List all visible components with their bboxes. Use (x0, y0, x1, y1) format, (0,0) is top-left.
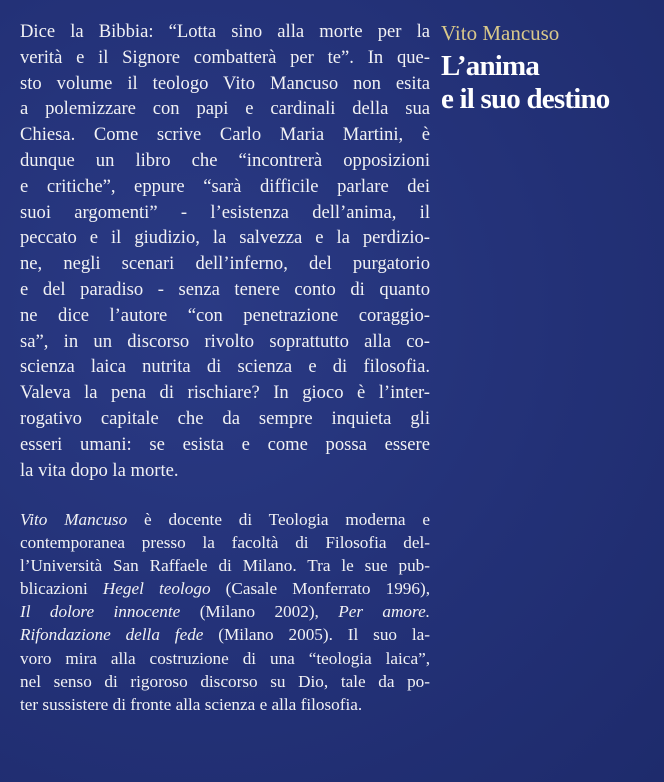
blurb-line: e del paradiso - senza tenere conto di quanto (20, 278, 430, 300)
blurb-line: ne, negli scenari dell’inferno, del purgatorio (20, 253, 430, 275)
bio-line: nel senso di rigoroso discorso su Dio, tale da po- (20, 671, 430, 691)
book-title-line: e il suo destino (441, 83, 610, 115)
blurb-line: dunque un libro che “incontrerà opposizioni (20, 149, 430, 171)
book-ref: Hegel teologo (102, 579, 211, 599)
blurb-line: la vita dopo la morte. (20, 459, 179, 481)
blurb-line: scienza laica nutrita di scienza e di filosofia. (20, 356, 430, 378)
author-bio (20, 508, 430, 716)
blurb-line: verità e il Signore combatterà per te”. In que- (20, 46, 430, 68)
book-ref: Rifondazione della fede (20, 625, 204, 645)
blurb-line: sa”, in un discorso rivolto soprattutto alla co- (20, 330, 430, 352)
bio-line: contemporanea presso la facoltà di Filosofia del- (20, 533, 430, 553)
bio-author-name: Vito Mancuso (20, 510, 128, 529)
blurb-line: esseri umani: se esista e come possa essere (20, 433, 430, 455)
blurb-line: ne dice l’autore “con penetrazione coraggio- (20, 304, 430, 326)
bio-line: Rifondazione della fede (Milano 2005). Il suo la- (20, 625, 430, 645)
blurb-text (20, 19, 430, 483)
blurb-line: Dice la Bibbia: “Lotta sino alla morte per la (20, 21, 430, 42)
bio-line: voro mira alla costruzione di una “teologia laica”, (20, 648, 430, 668)
book-ref: Il dolore innocente (20, 602, 181, 622)
blurb-line: Chiesa. Come scrive Carlo Maria Martini, è (20, 124, 430, 146)
book-ref: Per amore. (338, 602, 430, 622)
book-title (441, 50, 609, 116)
bio-line: Vito Mancuso è docente di Teologia moderna e (20, 510, 430, 529)
blurb-line: e critiche”, eppure “sarà difficile parlare dei (20, 175, 430, 197)
bio-line: Il dolore innocente (Milano 2002), Per amore. (20, 602, 430, 622)
blurb-line: rogativo capitale che da sempre inquieta gli (20, 407, 430, 429)
blurb-line: Valeva la pena di rischiare? In gioco è l’inter- (20, 382, 430, 404)
bio-line: ter sussistere di fronte alla scienza e alla filosofia. (20, 694, 363, 714)
bio-line: l’Università San Raffaele di Milano. Tra le sue pub- (20, 556, 430, 576)
bio-line: blicazioni Hegel teologo (Casale Monferrato 1996), (20, 579, 430, 599)
blurb-line: peccato e il giudizio, la salvezza e la perdizio- (20, 227, 430, 249)
blurb-line: sto volume il teologo Vito Mancuso non esita (20, 72, 430, 94)
blurb-line: suoi argomenti” - l’esistenza dell’anima, il (20, 201, 430, 223)
author-name: Vito Mancuso (441, 21, 560, 45)
blurb-line: a polemizzare con papi e cardinali della sua (20, 98, 430, 120)
book-title-line: L’anima (441, 50, 540, 82)
